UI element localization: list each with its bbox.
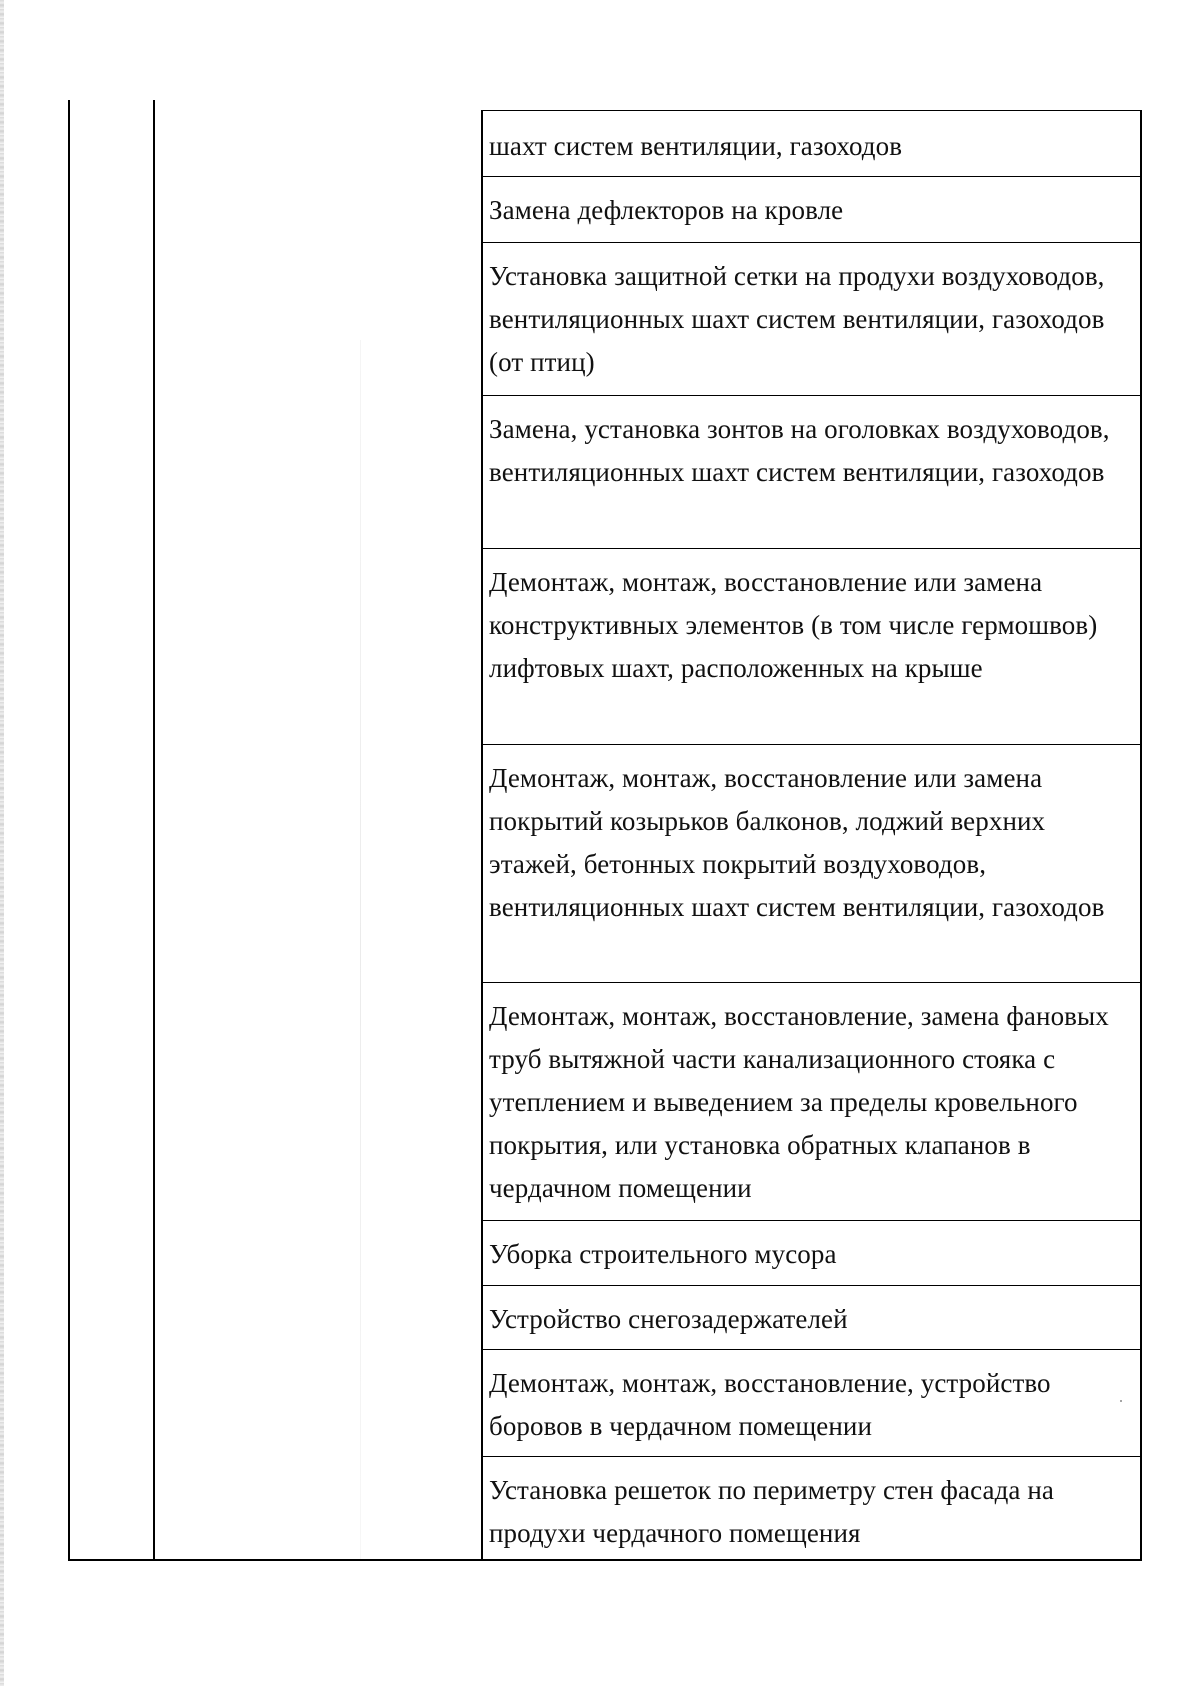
table-cell-work-item xyxy=(481,242,1140,395)
table-column-divider-1 xyxy=(153,100,155,1561)
table-cell-work-item xyxy=(481,1220,1140,1285)
scan-speck xyxy=(1120,1400,1122,1402)
cell-text: Устройство снегозадержателей xyxy=(489,1304,848,1334)
cell-text: Замена дефлекторов на кровле xyxy=(489,195,844,225)
cell-text: Замена, установка зонтов на оголовках воздуховодов, вентиляционных шахт систем вентиляции, газоходов xyxy=(489,414,1110,487)
cell-text: Демонтаж, монтаж, восстановление, замена фановых труб вытяжной части канализационного стояка с утеплением и выведением за пределы кровельного покрытия, или установка обратных клапанов в чердачном помещении xyxy=(489,1001,1109,1203)
table-cell-work-item xyxy=(481,548,1140,744)
table-cell-work-item xyxy=(481,1456,1140,1560)
table-cell-work-item xyxy=(481,744,1140,982)
cell-text: Установка решеток по периметру стен фасада на продухи чердачного помещения xyxy=(489,1475,1055,1548)
table-cell-work-item xyxy=(481,110,1140,176)
table-border-right xyxy=(1140,110,1142,1561)
cell-text: Демонтаж, монтаж, восстановление или замена покрытий козырьков балконов, лоджий верхних этажей, бетонных покрытий воздуховодов, вентиляционных шахт систем вентиляции, газоходов xyxy=(489,763,1105,922)
cell-text: шахт систем вентиляции, газоходов xyxy=(489,131,903,161)
cell-text: Демонтаж, монтаж, восстановление или замена конструктивных элементов (в том числе гермошвов) лифтовых шахт, расположенных на крыше xyxy=(489,567,1098,683)
table-cell-work-item xyxy=(481,1285,1140,1349)
table-border-left xyxy=(68,100,70,1561)
table-cell-work-item xyxy=(481,1349,1140,1456)
cell-text: Демонтаж, монтаж, восстановление, устройство боровов в чердачном помещении xyxy=(489,1368,1051,1441)
table-cell-work-item xyxy=(481,176,1140,242)
scan-edge-artifact xyxy=(0,0,4,1686)
cell-text: Установка защитной сетки на продухи воздуховодов, вентиляционных шахт систем вентиляции, газоходов (от птиц) xyxy=(489,261,1105,377)
cell-text: Уборка строительного мусора xyxy=(489,1239,837,1269)
table-cell-work-item xyxy=(481,982,1140,1220)
scan-faint-line xyxy=(360,340,361,1560)
table-cell-work-item xyxy=(481,395,1140,548)
